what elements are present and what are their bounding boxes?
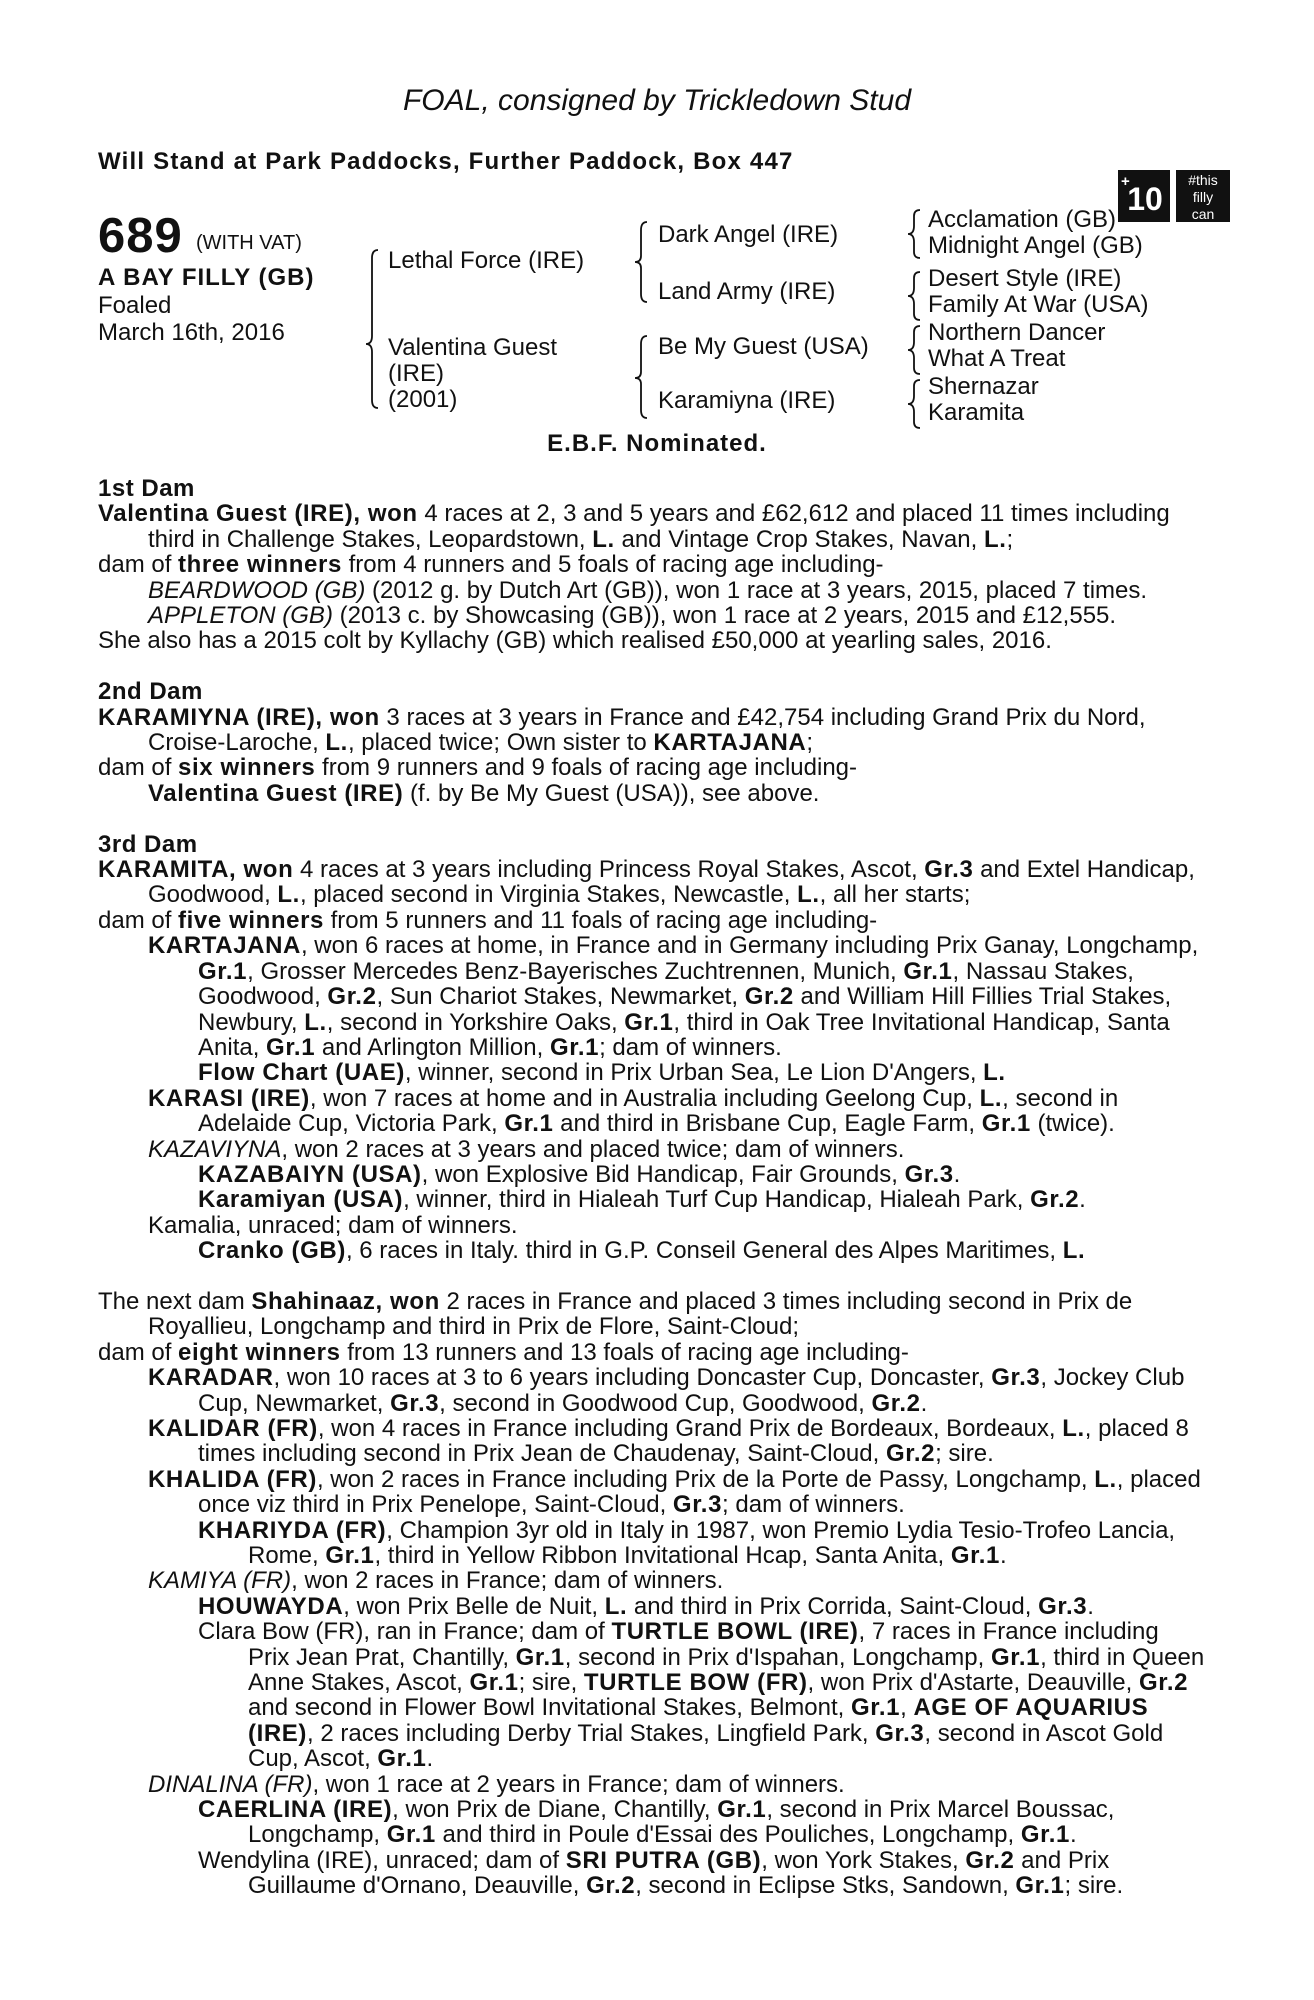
paragraph: [98, 1162, 1206, 1187]
text-segment: , Jockey Club Cup, Newmarket,: [198, 1364, 1185, 1417]
text-segment: , all her starts;: [819, 881, 971, 909]
text-segment: Gr.1: [469, 1669, 519, 1697]
text-segment: KHALIDA (FR): [148, 1465, 317, 1493]
text-segment: 4 races at 3 years including Princess Royal Stakes, Ascot,: [293, 856, 925, 884]
text-segment: L.: [983, 1059, 1006, 1087]
lot-number: 689: [98, 209, 183, 263]
pedigree-gg-3: Desert Style (IRE): [928, 265, 1122, 292]
text-segment: Cranko (GB): [198, 1237, 346, 1265]
text-segment: Gr.1: [515, 1643, 565, 1671]
text-segment: , second in Yorkshire Oaks,: [326, 1008, 625, 1036]
text-segment: from 5 runners and 11 foals of racing age including-: [323, 906, 878, 934]
text-segment: Gr.3: [672, 1491, 723, 1519]
text-segment: , second in Adelaide Cup, Victoria Park,: [198, 1084, 1119, 1138]
paragraph: [98, 1416, 1206, 1467]
text-segment: , Champion 3yr old in Italy in 1987, won Premio Lydia Tesio-Trofeo Lancia, Rome,: [248, 1516, 1176, 1570]
text-segment: Gr.1: [624, 1008, 674, 1036]
text-segment: L.: [325, 729, 348, 757]
paragraph-gap: [98, 654, 1206, 679]
text-segment: , 6 races in Italy. third in G.P. Conseil General des Alpes Maritimes,: [345, 1237, 1063, 1265]
text-segment: Valentina Guest (IRE): [148, 779, 404, 807]
text-segment: and third in Prix Corrida, Saint-Cloud,: [627, 1592, 1039, 1620]
text-segment: KARTAJANA: [653, 729, 807, 757]
pedigree-dam-line2: (IRE): [388, 360, 444, 387]
paragraph: [98, 1619, 1206, 1771]
text-segment: , won 2 races in France including Prix de la Porte de Passy, Longchamp,: [316, 1465, 1095, 1493]
text-segment: , won 2 races in France; dam of winners.: [291, 1567, 724, 1595]
paragraph: [98, 1187, 1206, 1212]
foaled-label: Foaled: [98, 292, 172, 319]
text-segment: KAZAVIYNA: [148, 1135, 282, 1163]
text-segment: ,: [900, 1694, 914, 1722]
text-segment: (2013 c. by Showcasing (GB)), won 1 race at 2 years, 2015 and £12,555.: [332, 602, 1117, 630]
pedigree-gg-7: Shernazar: [928, 373, 1039, 400]
text-segment: L.: [304, 1008, 327, 1036]
pedigree-gg-4: Family At War (USA): [928, 291, 1149, 318]
text-segment: ; sire.: [1064, 1872, 1124, 1900]
text-segment: , third in Oak Tree Invitational Handicap, Santa Anita,: [198, 1008, 1170, 1061]
paragraph: [98, 1340, 1206, 1365]
paragraph: [98, 476, 1206, 501]
text-segment: , 2 races including Derby Trial Stakes, Lingfield Park,: [307, 1719, 876, 1747]
text-segment: L.: [983, 525, 1007, 553]
text-segment: , winner, second in Prix Urban Sea, Le Lion D'Angers,: [404, 1059, 984, 1087]
paragraph: [98, 1365, 1206, 1416]
text-segment: Gr.3: [390, 1389, 440, 1417]
text-segment: ;: [1006, 525, 1014, 553]
text-segment: (2012 g. by Dutch Art (GB)), won 1 race at 3 years, 2015, placed 7 times.: [365, 576, 1148, 604]
text-segment: .: [1087, 1592, 1094, 1620]
pedigree-dam-dam: Karamiyna (IRE): [658, 387, 836, 414]
text-segment: , second in Eclipse Stks, Sandown,: [635, 1872, 1016, 1900]
text-segment: TURTLE BOWL (IRE): [611, 1618, 859, 1646]
text-segment: Gr.1: [903, 957, 953, 985]
text-segment: , third in Yellow Ribbon Invitational Hcap, Santa Anita,: [374, 1542, 951, 1570]
paragraph: [98, 1137, 1206, 1162]
text-segment: , third in Queen Anne Stakes, Ascot,: [248, 1643, 1205, 1697]
paragraph: [98, 1238, 1206, 1263]
paragraph: [98, 908, 1206, 933]
text-segment: KARASI (IRE): [148, 1084, 310, 1112]
paragraph: [98, 1060, 1206, 1085]
text-segment: and William Hill Fillies Trial Stakes, Newbury,: [198, 983, 1172, 1036]
text-segment: L.: [592, 525, 615, 553]
pedigree-dam-line1: Valentina Guest: [388, 334, 557, 361]
text-segment: three winners: [178, 551, 342, 579]
text-segment: KARTAJANA: [148, 932, 301, 960]
text-segment: , second in Goodwood Cup, Goodwood,: [439, 1389, 872, 1417]
text-segment: Gr.2: [586, 1872, 636, 1900]
text-segment: KARAMIYNA (IRE), won: [98, 703, 380, 731]
text-segment: , second in Prix Marcel Boussac, Longchamp,: [248, 1796, 1115, 1849]
text-segment: , Sun Chariot Stakes, Newmarket,: [376, 983, 745, 1011]
text-segment: ; sire,: [518, 1669, 584, 1697]
text-segment: from 4 runners and 5 foals of racing age including-: [341, 551, 884, 579]
pedigree-gg-5: Northern Dancer: [928, 319, 1106, 346]
text-segment: .: [999, 1542, 1007, 1570]
pedigree-braces: [0, 0, 1314, 440]
text-segment: , won Prix d'Astarte, Deauville,: [807, 1669, 1139, 1697]
text-segment: Gr.2: [327, 983, 377, 1011]
text-segment: and second in Flower Bowl Invitational Stakes, Belmont,: [248, 1694, 851, 1722]
text-segment: Gr.2: [1138, 1669, 1189, 1697]
text-segment: Gr.1: [981, 1110, 1031, 1138]
paragraph-gap: [98, 806, 1206, 831]
foaled-date: March 16th, 2016: [98, 319, 285, 346]
page-subtitle: FOAL, consigned by Trickledown Stud: [402, 84, 912, 117]
text-segment: Gr.1: [1020, 1821, 1070, 1849]
text-segment: ; sire.: [935, 1440, 994, 1468]
pedigree-sire: Lethal Force (IRE): [388, 247, 585, 274]
text-segment: , winner, third in Hialeah Turf Cup Handicap, Hialeah Park,: [403, 1186, 1031, 1214]
text-segment: , placed second in Virginia Stakes, Newcastle,: [299, 881, 798, 909]
text-segment: Gr.1: [198, 957, 248, 985]
text-segment: , placed once viz third in Prix Penelope, Saint-Cloud,: [198, 1465, 1201, 1519]
text-segment: dam of: [98, 1338, 179, 1366]
text-segment: CAERLINA (IRE): [198, 1796, 393, 1824]
paragraph: [98, 628, 1206, 653]
paragraph: [98, 1086, 1206, 1137]
pedigree-gg-8: Karamita: [928, 399, 1025, 426]
text-segment: L.: [1062, 1237, 1086, 1265]
text-segment: six winners: [178, 754, 316, 782]
text-segment: Gr.1: [504, 1110, 554, 1138]
badge-plus: +: [1121, 173, 1130, 190]
text-segment: Valentina Guest (IRE), won: [98, 500, 418, 528]
text-segment: Gr.1: [990, 1643, 1041, 1671]
text-segment: SRI PUTRA (GB): [565, 1846, 762, 1874]
text-segment: KHARIYDA (FR): [198, 1516, 387, 1544]
text-segment: Gr.1: [717, 1796, 767, 1824]
paragraph: [98, 1772, 1206, 1797]
text-segment: Gr.1: [386, 1821, 436, 1849]
text-segment: , won 7 races at home and in Australia including Geelong Cup,: [309, 1084, 980, 1112]
text-segment: KAMIYA (FR): [148, 1567, 292, 1595]
catalogue-body: [98, 476, 1206, 1899]
text-segment: Gr.3: [904, 1160, 954, 1188]
text-segment: The next dam: [98, 1287, 252, 1315]
text-segment: Gr.1: [377, 1745, 427, 1773]
text-segment: BEARDWOOD (GB): [148, 576, 366, 604]
paragraph: [98, 1797, 1206, 1848]
text-segment: (f. by Be My Guest (USA)), see above.: [403, 779, 820, 807]
text-segment: ;: [806, 729, 814, 757]
paragraph: [98, 1594, 1206, 1619]
text-segment: AGE OF AQUARIUS (IRE): [248, 1694, 1149, 1747]
text-segment: Gr.1: [950, 1542, 1000, 1570]
text-segment: .: [920, 1389, 928, 1417]
text-segment: Gr.3: [924, 856, 974, 884]
text-segment: Gr.3: [991, 1364, 1041, 1392]
text-segment: 3rd Dam: [98, 830, 198, 858]
text-segment: dam of: [98, 551, 179, 579]
paragraph: [98, 603, 1206, 628]
pedigree-gg-2: Midnight Angel (GB): [928, 232, 1143, 259]
paragraph: [98, 832, 1206, 857]
text-segment: HOUWAYDA: [198, 1592, 344, 1620]
text-segment: , placed twice; Own sister to: [347, 729, 654, 757]
text-segment: Gr.3: [1038, 1592, 1088, 1620]
text-segment: 1st Dam: [98, 475, 195, 502]
text-segment: 2nd Dam: [98, 678, 203, 706]
text-segment: Gr.1: [549, 1033, 600, 1061]
text-segment: , won Prix de Diane, Chantilly,: [392, 1796, 718, 1824]
text-segment: Gr.2: [871, 1389, 921, 1417]
badge-hashtag: #this: [1188, 172, 1218, 188]
paragraph: [98, 1518, 1206, 1569]
text-segment: DINALINA (FR): [148, 1770, 313, 1798]
text-segment: , won 2 races at 3 years and placed twice; dam of winners.: [281, 1135, 905, 1163]
pedigree-dam-sire: Be My Guest (USA): [658, 333, 869, 360]
text-segment: KARADAR: [148, 1364, 274, 1392]
text-segment: TURTLE BOW (FR): [583, 1669, 808, 1697]
text-segment: KAZABAIYN (USA): [198, 1160, 422, 1188]
text-segment: Gr.1: [1015, 1872, 1065, 1900]
text-segment: L.: [797, 881, 820, 909]
text-segment: , Nassau Stakes, Goodwood,: [198, 957, 1134, 1011]
lot-name: A BAY FILLY (GB): [98, 264, 315, 291]
text-segment: KARAMITA, won: [98, 856, 294, 884]
pedigree-dam-line3: (2001): [388, 386, 458, 413]
text-segment: , won Prix Belle de Nuit,: [343, 1592, 605, 1620]
text-segment: Karamiyan (USA): [198, 1186, 404, 1214]
text-segment: 2 races in France and placed 3 times including second in Prix de Royallieu, Longchamp and third in Prix de Flore, Saint-Cloud;: [148, 1287, 1133, 1341]
text-segment: and third in Poule d'Essai des Pouliches, Longchamp,: [435, 1821, 1021, 1849]
text-segment: Kamalia, unraced; dam of winners.: [148, 1211, 518, 1239]
paragraph: [98, 857, 1206, 908]
paragraph: [98, 1213, 1206, 1238]
paragraph: [98, 552, 1206, 577]
paragraph-gap: [98, 1264, 1206, 1289]
paragraph: [98, 578, 1206, 603]
text-segment: Clara Bow (FR), ran in France; dam of: [198, 1618, 612, 1646]
text-segment: .: [1079, 1186, 1086, 1214]
text-segment: and Vintage Crop Stakes, Navan,: [614, 525, 984, 553]
text-segment: L.: [1094, 1465, 1117, 1493]
vat-note: (WITH VAT): [196, 232, 302, 254]
paragraph: [98, 1289, 1206, 1340]
paragraph: [98, 1467, 1206, 1518]
text-segment: and third in Brisbane Cup, Eagle Farm,: [553, 1110, 982, 1138]
text-segment: Gr.2: [1030, 1186, 1080, 1214]
text-segment: , won 10 races at 3 to 6 years including Doncaster Cup, Doncaster,: [273, 1364, 992, 1392]
paragraph: [98, 501, 1206, 552]
text-segment: five winners: [178, 906, 324, 934]
text-segment: (twice).: [1030, 1110, 1115, 1138]
badge-filly: filly: [1192, 189, 1214, 205]
text-segment: from 9 runners and 9 foals of racing age including-: [315, 754, 858, 782]
text-segment: , won 4 races in France including Grand Prix de Bordeaux, Bordeaux,: [317, 1414, 1063, 1442]
text-segment: KALIDAR (FR): [148, 1414, 318, 1442]
text-segment: Gr.1: [850, 1694, 901, 1722]
text-segment: dam of: [98, 906, 179, 934]
text-segment: , 7 races in France including Prix Jean Prat, Chantilly,: [248, 1618, 1159, 1671]
text-segment: L.: [277, 881, 300, 909]
text-segment: L.: [1062, 1414, 1085, 1442]
text-segment: , placed 8 times including second in Prix Jean de Chaudenay, Saint-Cloud,: [198, 1414, 1189, 1468]
text-segment: , won York Stakes,: [761, 1846, 966, 1874]
text-segment: L.: [979, 1084, 1003, 1112]
text-segment: 3 races at 3 years in France and £42,754 including Grand Prix du Nord, Croise-Laroche,: [148, 703, 1146, 757]
stand-location: Will Stand at Park Paddocks, Further Paddock, Box 447: [98, 148, 794, 175]
pedigree-sire-sire: Dark Angel (IRE): [658, 221, 839, 248]
paragraph: [98, 705, 1206, 756]
text-segment: .: [426, 1745, 434, 1773]
text-segment: Gr.2: [965, 1846, 1015, 1874]
text-segment: dam of: [98, 754, 179, 782]
text-segment: She also has a 2015 colt by Kyllachy (GB) which realised £50,000 at yearling sales, 2016.: [98, 627, 1052, 655]
text-segment: Flow Chart (UAE): [198, 1059, 405, 1087]
text-segment: , second in Prix d'Ispahan, Longchamp,: [564, 1643, 991, 1671]
text-segment: ; dam of winners.: [722, 1491, 905, 1519]
text-segment: , won Explosive Bid Handicap, Fair Grounds,: [421, 1160, 905, 1188]
paragraph: [98, 679, 1206, 704]
text-segment: Gr.2: [885, 1440, 936, 1468]
paragraph: [98, 933, 1206, 1060]
text-segment: Gr.3: [875, 1719, 925, 1747]
text-segment: Gr.1: [325, 1542, 375, 1570]
text-segment: , won 6 races at home, in France and in Germany including Prix Ganay, Longchamp,: [300, 932, 1199, 960]
text-segment: and Arlington Million,: [315, 1033, 550, 1061]
pedigree-sire-dam: Land Army (IRE): [658, 278, 836, 305]
text-segment: APPLETON (GB): [148, 602, 333, 630]
text-segment: eight winners: [178, 1338, 341, 1366]
text-segment: ; dam of winners.: [599, 1033, 782, 1061]
text-segment: L.: [604, 1592, 628, 1620]
text-segment: and Prix Guillaume d'Ornano, Deauville,: [248, 1846, 1110, 1900]
paragraph: [98, 755, 1206, 780]
paragraph: [98, 781, 1206, 806]
text-segment: and Extel Handicap, Goodwood,: [148, 856, 1195, 909]
pedigree-gg-1: Acclamation (GB): [928, 206, 1117, 233]
pedigree-gg-6: What A Treat: [928, 345, 1066, 372]
text-segment: Wendylina (IRE), unraced; dam of: [198, 1846, 566, 1874]
ebf-nominated: E.B.F. Nominated.: [547, 430, 767, 457]
text-segment: 4 races at 2, 3 and 5 years and £62,612 and placed 11 times including third in Challenge Stakes, Leopardstown,: [148, 500, 1170, 553]
badge-can: can: [1191, 206, 1215, 222]
text-segment: Shahinaaz, won: [251, 1287, 440, 1315]
text-segment: Gr.2: [744, 983, 794, 1011]
paragraph: [98, 1568, 1206, 1593]
text-segment: .: [1069, 1821, 1077, 1849]
text-segment: Gr.1: [266, 1033, 316, 1061]
text-segment: , Grosser Mercedes Benz-Bayerisches Zuchtrennen, Munich,: [247, 957, 904, 985]
text-segment: .: [953, 1160, 961, 1188]
paragraph: [98, 1848, 1206, 1899]
text-segment: from 13 runners and 13 foals of racing age including-: [340, 1338, 909, 1366]
text-segment: , second in Ascot Gold Cup, Ascot,: [248, 1719, 1164, 1773]
text-segment: , won 1 race at 2 years in France; dam of winners.: [312, 1770, 845, 1798]
badge-number: 10: [1127, 181, 1163, 217]
